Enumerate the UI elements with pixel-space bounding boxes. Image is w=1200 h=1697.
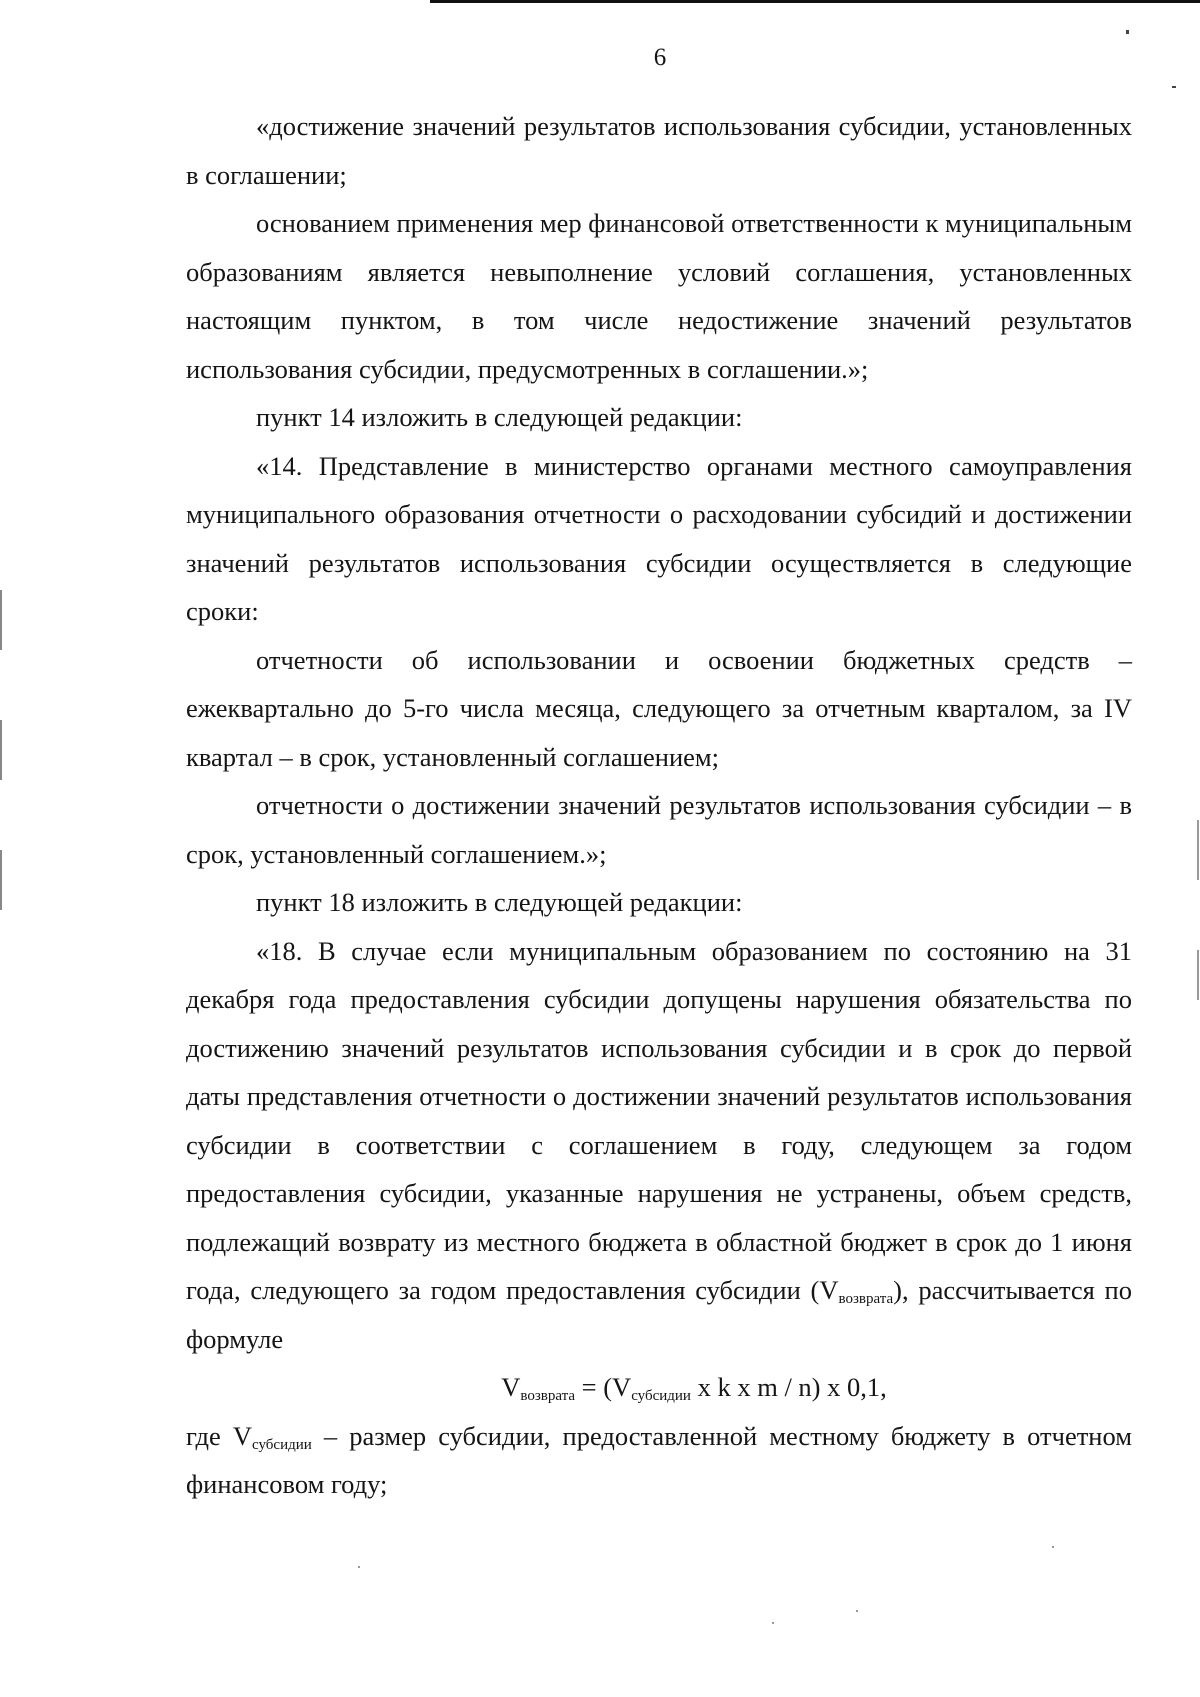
paragraph-text: «18. В случае если муниципальным образованием по состоянию на 31 декабря года предоставления субсидии допущены нарушения обязательства по достижению значений результатов использования субсидии и в срок до первой даты представления отчетности о достижении значений результатов использования субсидии в соответствии с соглашением в году, следующем за годом предоставления субсидии, указанные нарушения не устранены, объем средств, подлежащий возврату из местного бюджета в областной бюджет в срок до 1 июня года, следующего за годом предоставления субсидии (V [186, 935, 1132, 1305]
document-body [186, 102, 1132, 1509]
scan-artifact-mark [0, 850, 2, 910]
paragraph: отчетности о достижении значений результатов использования субсидии – в срок, установленный соглашением.»; [186, 790, 1132, 869]
paragraph [186, 927, 1132, 1364]
subscript: возврата [838, 1291, 894, 1307]
formula-text: x k x m / n) x 0,1, [690, 1372, 887, 1402]
paragraph-text: где V [186, 1420, 253, 1451]
formula [186, 1363, 1132, 1412]
scan-artifact-mark [0, 590, 2, 650]
paragraph: «14. Представление в министерство органами местного самоуправления муниципального образования отчетности о расходовании субсидий и достижении значений результатов использования субсидии осуществляется в следующие сроки: [186, 450, 1132, 626]
formula-variable: V [501, 1372, 521, 1402]
subscript: субсидии [252, 1436, 312, 1453]
scan-artifact-mark [1172, 86, 1176, 88]
scan-speck [358, 1566, 360, 1568]
scan-speck [772, 1622, 774, 1624]
paragraph: пункт 14 изложить в следующей редакции: [256, 402, 743, 432]
scan-artifact-mark [1197, 950, 1199, 1000]
paragraph-text: ), рассчитывается по формуле [186, 1275, 1132, 1354]
paragraph [186, 1412, 1132, 1509]
page-number: 6 [653, 44, 667, 71]
scan-speck [856, 1610, 858, 1612]
paragraph-text: – размер субсидии, предоставленной местному бюджету в отчетном финансовом году; [186, 1420, 1132, 1499]
paragraph: отчетности об использовании и освоении бюджетных средств – ежеквартально до 5-го числа месяца, следующего за отчетным кварталом, за IV квартал – в срок, установленный соглашением; [186, 644, 1132, 772]
scan-artifact-mark [0, 720, 2, 780]
paragraph: основанием применения мер финансовой ответственности к муниципальным образованиям является невыполнение условий соглашения, установленных настоящим пунктом, в том числе недостижение значений результатов использования субсидии, предусмотренных в соглашении.»; [186, 208, 1132, 384]
top-border-line [430, 0, 1200, 3]
subscript: возврата [520, 1388, 576, 1404]
scan-speck [1052, 1546, 1054, 1548]
paragraph: пункт 18 изложить в следующей редакции: [256, 887, 743, 917]
scan-artifact-mark [1197, 820, 1199, 880]
scan-artifact-mark [1126, 30, 1129, 34]
formula-text: = (V [575, 1372, 632, 1402]
paragraph: «достижение значений результатов использования субсидии, установленных в соглашении; [186, 111, 1132, 190]
subscript: субсидии [631, 1388, 691, 1404]
